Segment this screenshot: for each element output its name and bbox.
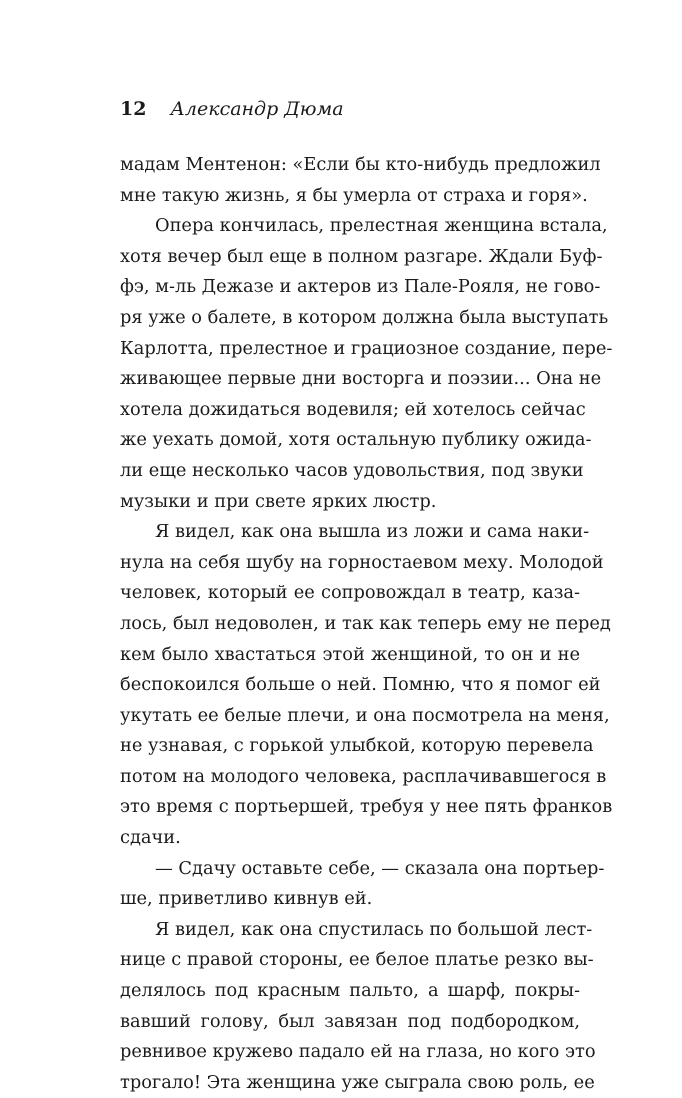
- text-line: нула на себя шубу на горностаевом меху. Молодой: [120, 551, 604, 573]
- text-line: же уехать домой, хотя остальную публику ожида-: [120, 429, 592, 451]
- text-line: ше, приветливо кивнув ей.: [120, 888, 373, 910]
- text-line: вавший голову, был завязан под подбородком,: [120, 1010, 580, 1032]
- text-line: ря уже о балете, в котором должна была выступать: [120, 306, 609, 328]
- text-line: хотя вечер был еще в полном разгаре. Ждали Буф-: [120, 245, 603, 267]
- text-line: лось, был недоволен, и так как теперь ему не перед: [120, 612, 611, 634]
- text-line: сдачи.: [120, 827, 181, 849]
- text-line: музыки и при свете ярких люстр.: [120, 490, 437, 512]
- text-line: Опера кончилась, прелестная женщина встала,: [155, 215, 608, 237]
- page-number: 12: [120, 98, 147, 120]
- text-line: делялось под красным пальто, а шарф, покры-: [120, 980, 580, 1002]
- text-line: потом на молодого человека, расплачивавшегося в: [120, 765, 607, 787]
- text-line: Я видел, как она спустилась по большой лест-: [155, 918, 593, 940]
- text-line: фэ, м-ль Дежазе и актеров из Пале-Рояля, не гово-: [120, 276, 601, 298]
- author-name: Александр Дюма: [170, 98, 344, 120]
- text-line: живающее первые дни восторга и поэзии... Она не: [120, 368, 602, 390]
- text-line: укутать ее белые плечи, и она посмотрела на меня,: [120, 704, 610, 726]
- text-line: не узнавая, с горькой улыбкой, которую перевела: [120, 735, 594, 757]
- text-line: Я видел, как она вышла из ложи и сама наки-: [155, 521, 590, 543]
- text-line: мадам Ментенон: «Если бы кто-нибудь предложил: [120, 154, 601, 175]
- text-line: кем было хвастаться этой женщиной, то он и не: [120, 643, 580, 665]
- text-line: Карлотта, прелестное и грациозное создание, пере-: [120, 337, 613, 359]
- text-line: — Сдачу оставьте себе, — сказала она портьер-: [155, 857, 605, 879]
- text-line: ли еще несколько часов удовольствия, под звуки: [120, 459, 584, 481]
- text-line: трогало! Эта женщина уже сыграла свою роль, ее: [120, 1071, 595, 1093]
- body-text: [120, 150, 613, 1098]
- text-line: нице с правой стороны, ее белое платье резко вы-: [120, 949, 594, 971]
- text-line: мне такую жизнь, я бы умерла от страха и горя».: [120, 184, 588, 206]
- text-line: хотела дожидаться водевиля; ей хотелось сейчас: [120, 398, 586, 420]
- text-line: ревнивое кружево падало ей на глаза, но кого это: [120, 1041, 596, 1063]
- text-line: беспокоился больше о ней. Помню, что я помог ей: [120, 674, 601, 696]
- text-line: это время с портьершей, требуя у нее пять франков: [120, 796, 613, 818]
- text-line: человек, который ее сопровождал в театр, каза-: [120, 582, 580, 604]
- running-head: [120, 97, 344, 121]
